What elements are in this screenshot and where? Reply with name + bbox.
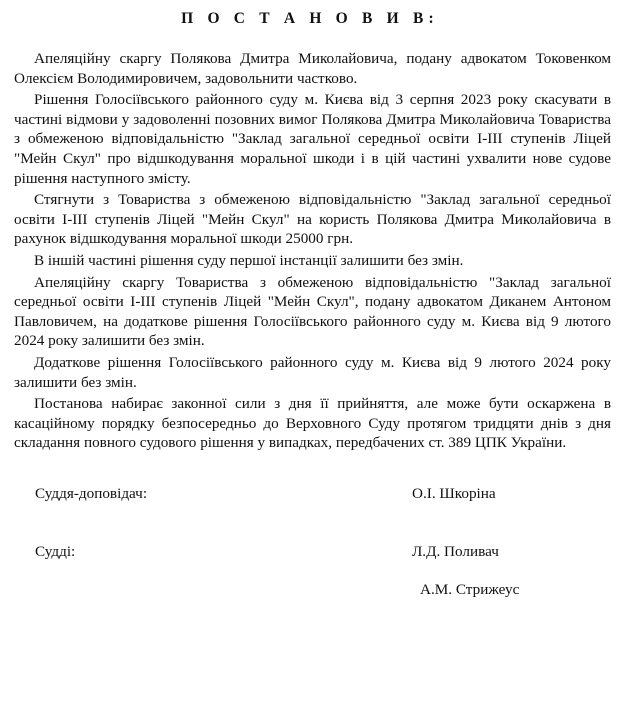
paragraph-remaining-unchanged: В іншій частині рішення суду першої інстанції залишити без змін. [34, 251, 464, 269]
judge-name-2: А.М. Стрижеус [420, 581, 520, 598]
paragraph-appeal-poliakov: Апеляційну скаргу Полякова Дмитра Миколайовича, подану адвокатом Токовенком Олексієм Володимировичем, задовольнити частково. [14, 50, 611, 87]
rapporteur-label: Суддя-доповідач: [35, 485, 148, 502]
judge-name-1: Л.Д. Поливач [412, 543, 499, 560]
paragraph-compensation: Стягнути з Товариства з обмеженою відповідальністю "Заклад загальної середньої освіти І-ІІІ ступенів Ліцей "Мейн Скул" на користь Полякова Дмитра Миколайовича в рахунок відшкодування моральної шкоди 25000 грн. [14, 191, 611, 248]
rapporteur-name: О.І. Шкоріна [412, 485, 496, 502]
paragraph-additional-decision: Додаткове рішення Голосіївського районного суду м. Києва від 9 лютого 2024 року залишити без змін. [14, 353, 611, 391]
paragraph-decision-annulled: Рішення Голосіївського районного суду м. Києва від 3 серпня 2023 року скасувати в частині відмови у задоволенні позовних вимог Полякова Дмитра Миколайовича Товариства з обмеженою відповідальністю "Заклад загальної середньої освіти І-ІІІ ступенів Ліцей "Мейн Скул" про відшкодування моральної шкоди і в цій частині ухвалити нове судове рішення наступного змісту. [14, 91, 611, 187]
resolution-heading: П О С Т А Н О В И В: [181, 10, 439, 27]
judges-label: Судді: [35, 543, 76, 560]
paragraph-appeal-company: Апеляційну скаргу Товариства з обмеженою відповідальністю "Заклад загальної середньої освіти І-ІІІ ступенів Ліцей "Мейн Скул", подану адвокатом Диканем Антоном Павловичем, на додаткове рішення Голосіївського районного суду м. Києва від 9 лютого 2024 року залишити без змін. [14, 273, 611, 350]
resolution-body [14, 49, 611, 455]
paragraph-entry-into-force: Постанова набирає законної сили з дня її прийняття, але може бути оскаржена в касаційному порядку безпосередньо до Верховного Суду протягом тридцяти днів з дня складання повного судового рішення у випадках, передбачених ст. 389 ЦПК України. [14, 395, 611, 452]
